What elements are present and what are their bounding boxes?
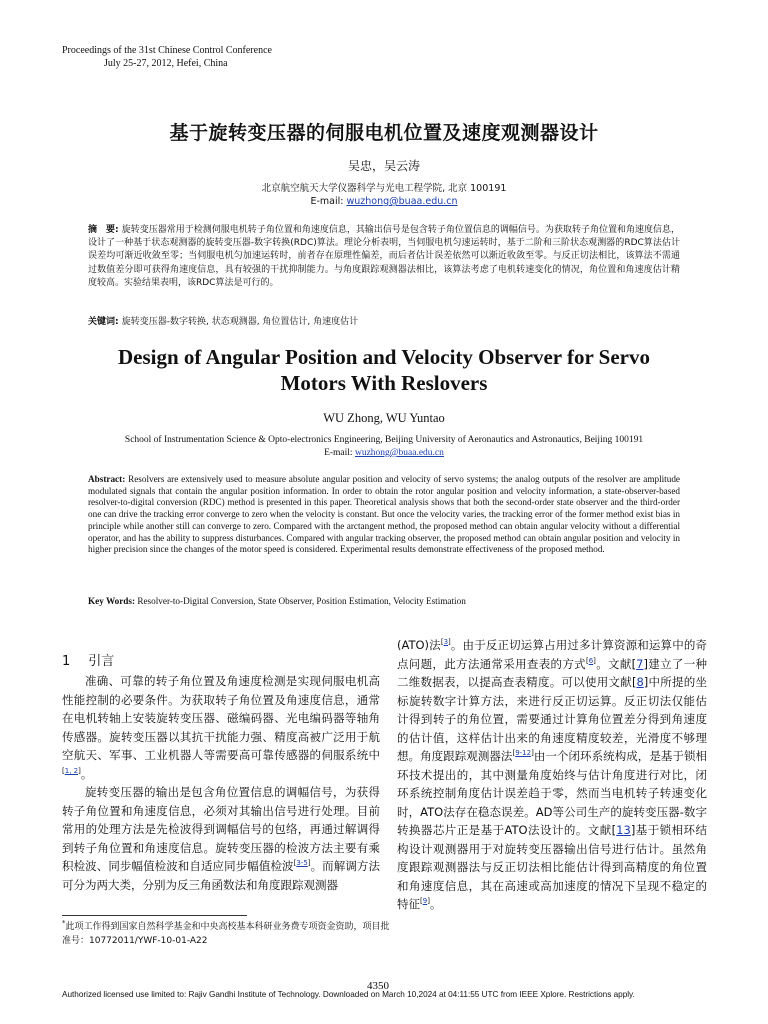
paragraph-text: (ATO)法 [397,638,441,652]
keywords-en [88,596,688,606]
citation-link[interactable]: 3 [443,638,449,647]
keywords-text-cn: 旋转变压器-数字转换, 状态观测器, 角位置估计, 角速度估计 [121,317,359,327]
affiliation-en-text: School of Instrumentation Science & Opto-electronics Engineering, Beijing University of Aeronautics and Astronautics, Beijing 100191 [124,435,644,445]
paragraph-text: 。文献 [595,656,632,671]
paragraph-text: 。 [429,897,442,911]
abstract-text-cn: 旋转变压器常用于检测伺服电机转子角位置和角速度信息，其输出信号是包含转子角位置信息的调幅信号。为获取转子角位置和角速度信息，设计了一种基于状态观测器的旋转变压器-数字转换(RDC)算法。理论分析表明，当伺服电机匀速运转时，基于二阶和三阶状态观测器的RDC算法估计误差均可渐近收敛至零；当伺服电机匀加速运转时，前者存在原理性偏差，而后者估计误差依然可以渐近收敛至零。与反正切法相比，该算法不需通过数值差分即可获得角速度信息，具有较强的干扰抑制能力。与角度跟踪观测器法相比，该算法考虑了电机转速变化的情况，角位置和角速度估计精度较高。实验结果表明，该RDC算法是可行的。 [88,225,680,288]
citation-link[interactable]: 3-5 [296,859,308,868]
abstract-cn [88,224,680,290]
email-link-en[interactable]: wuzhong@buaa.edu.cn [354,448,444,458]
abstract-label-cn: 摘 要: [88,225,122,235]
proceedings-name: Proceedings of the 31st Chinese Control Conference [62,45,272,56]
proceedings-header [62,44,272,70]
keywords-cn [88,316,680,329]
paragraph-text: 。而解调方法可分为两大类，分别为反三角函数法和角度跟踪观测器 [62,859,380,892]
abstract-label-en: Abstract: [88,474,129,484]
paragraph: 准确、可靠的转子角位置及角速度检测是实现伺服电机高性能控制的必要条件。为获取转子角位置及角速度信息，通常在电机转轴上安装旋转变压器、磁编码器、光电编码器等轴角传感器。旋转变压器以其抗干扰能力强、精度高被广泛用于航空航天、军事、工业机器人等需要高可靠传感器的伺服系统中[1, 2]。 [62,674,380,781]
section-number: 1 [62,654,71,669]
footnote-mark: * [62,919,66,927]
footnote-text: 此项工作得到国家自然科学基金和中央高校基本科研业务费专项资金资助，项目批准号：10772011/YWF-10-01-A22 [62,922,390,946]
email-line-en [0,447,768,460]
affiliation-cn-text: 北京航空航天大学仪器科学与光电工程学院, 北京 100191 [261,183,507,194]
page-number: 4350 [367,980,389,992]
affiliation-cn [0,182,768,208]
citation-link[interactable]: 6 [588,656,594,665]
citation-link[interactable]: 13 [616,823,631,837]
footnote [62,920,392,948]
right-column [397,636,707,914]
citation-link[interactable]: 8 [636,675,644,689]
left-column [62,672,380,894]
paragraph: (ATO)法[3]。由于反正切运算占用过多计算资源和运算中的奇点问题，此方法通常采用查表的方式[6]。文献[7]建立了一种二维数据表，以提高查表精度。可以使用文献[8]中所提的坐标旋转数字计算方法，来进行反正切运算。反正切法仅能估计得到转子的角位置，需要通过计算角位置差分得到角速度的估计值，这样估计出来的角速度精度较差，光滑度不够理想。角度跟踪观测器法[9-12]由一个闭环系统构成，是基于锁相环技术提出的，其中测量角度始终与估计角度进行对比，闭环系统控制角度估计误差趋于零，然而当电机转子转速变化时，ATO法存在稳态误差。AD等公司生产的旋转变压器-数字转换器芯片正是基于ATO法设计的。文献[13]基于锁相环结构设计观测器用于对旋转变压器输出信号进行估计。虽然角度跟踪观测器法与反正切法相比能估计得到高精度的角位置和角速度信息，其在高速或高加速度的情况下呈现不稳定的特征[9]。 [397,638,708,911]
keywords-label-cn: 关键词: [88,317,122,327]
license-notice: Authorized licensed use limited to: Rajiv Gandhi Institute of Technology. Downloaded on March 10,2024 at 04:11:55 UTC from IEEE Xplore. Restrictions apply. [62,990,635,999]
paragraph-text: 。由于反正切运算占用过多计算资源和运算中的奇点问题，此方法通常采用查表的方式 [397,638,707,671]
section-title: 引言 [88,654,115,669]
citation-link[interactable]: 9 [422,897,428,906]
authors-cn: 吴忠，吴云涛 [347,159,420,173]
citation-link[interactable]: 7 [636,656,644,671]
paragraph-text: 准确、可靠的转子角位置及角速度检测是实现伺服电机高性能控制的必要条件。为获取转子角位置及角速度信息，通常在电机转轴上安装旋转变压器、磁编码器、光电编码器等轴角传感器。旋转变压器以其抗干扰能力强、精度高被广泛用于航空航天、军事、工业机器人等需要高可靠传感器的伺服系统中 [62,674,380,762]
footnote-divider [62,915,247,916]
page-title-en [0,344,768,396]
paragraph-text: 基于锁相环结构设计观测器用于对旋转变压器输出信号进行估计。虽然角度跟踪观测器法与反正切法相比能估计得到高精度的角位置和角速度信息，其在高速或高加速度的情况下呈现不稳定的特征 [397,823,707,911]
citation-link[interactable]: 1, 2 [64,766,79,775]
abstract-en [88,474,680,556]
email-link-cn[interactable]: wuzhong@buaa.edu.cn [346,196,458,207]
keywords-text-en: Resolver-to-Digital Conversion, State Observer, Position Estimation, Velocity Estimation [137,596,466,606]
section-heading [62,650,114,669]
email-label-en: E-mail: [324,448,355,458]
email-line-cn [0,195,768,208]
citation-link[interactable]: 9-12 [515,749,532,758]
email-label-cn: E-mail: [310,196,347,207]
paragraph-text: 建立了一种二维数据表，以提高查表精度。可以使用文献 [397,656,708,689]
abstract-text-en: Resolvers are extensively used to measure absolute angular position and velocity of servo systems; the analog outputs of the resolver are amplitude modulated signals that contain the angular position information. In order to obtain the rotor angular position and velocity information, a state-observer-based resolver-to-digital conversion (RDC) method is presented in this paper. Theoretical analysis shows that both the second-order state observer and the third-order one can drive the tracking error converge to zero when the velocity is constant. But once the velocity varies, the tracking error of the former method exist bias in principle while another still can converge to zero. Compared with the arctangent method, the proposed method can obtain angular velocity without a differential operator, and has the ability to suppress disturbances. Compared with angular tracking observer, the proposed method can obtain angular position and velocity in higher precision since the changes of the motor speed is considered. Experimental results demonstrate effectiveness of the proposed method. [88,474,680,555]
paragraph-text: 由一个闭环系统构成，是基于锁相环技术提出的，其中测量角度始终与估计角度进行对比，闭环系统控制角度估计误差趋于零，然而当电机转子转速变化时，ATO法存在稳态误差。AD等公司生产的旋转变压器-数字转换器芯片正是基于ATO法设计的。文献 [397,749,708,837]
keywords-label-en: Key Words: [88,596,138,606]
proceedings-date: July 25-27, 2012, Hefei, China [104,58,228,69]
title-en-line2: Motors With Reslovers [280,371,488,395]
page-title-cn: 基于旋转变压器的伺服电机位置及速度观测器设计 [169,122,599,144]
paragraph-text: 旋转变压器的输出是包含角位置信息的调幅信号，为获得转子角位置和角速度信息，必须对其输出信号进行处理。目前常用的处理方法是先检波得到调幅信号的包络，再通过解调得到转子角位置和角速度信息。旋转变压器的检波方法主要有乘积检波、同步幅值检波和自适应同步幅值检波 [62,785,380,873]
paragraph-text: 中所提的坐标旋转数字计算方法，来进行反正切运算。反正切法仅能估计得到转子的角位置，需要通过计算角位置差分得到角速度的估计值，这样估计出来的角速度精度较差，光滑度不够理想。角度跟踪观测器法 [397,675,707,763]
authors-en: WU Zhong, WU Yuntao [323,411,445,425]
paragraph-text: 。 [80,766,93,781]
paragraph: 旋转变压器的输出是包含角位置信息的调幅信号，为获得转子角位置和角速度信息，必须对其输出信号进行处理。目前常用的处理方法是先检波得到调幅信号的包络，再通过解调得到转子角位置和角速度信息。旋转变压器的检波方法主要有乘积检波、同步幅值检波和自适应同步幅值检波[3-5]。而解调方法可分为两大类，分别为反三角函数法和角度跟踪观测器 [62,785,380,892]
affiliation-en [0,434,768,460]
title-en-line1: Design of Angular Position and Velocity Observer for Servo [117,345,650,369]
